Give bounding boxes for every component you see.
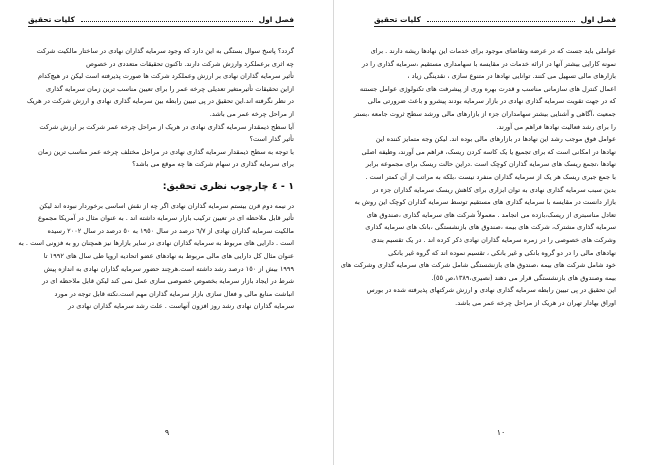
body-line: برای سرمایه گذاری در سهام شرکت ها چه موقع می باشد؟ xyxy=(132,160,294,169)
body-line: تأثیر سرمایه گذاران نهادی بر ارزش وعملکرد شرکت ها صورت پذیرفته است لیکن در هیچ‌کدام xyxy=(37,72,294,81)
body-line: آیا سطح ذیمقدار سرمایه گذاری نهادی در هریک از مراحل چرخه عمر شرکت بر ارزش شرکت xyxy=(39,122,294,131)
body-line: گردد؟ پاسخ سوال بستگی به این دارد که وجود سرمایه گذاران نهادی در ساختار مالکیت شرکت xyxy=(36,47,294,55)
body-line: اعمال کنترل های سازمانی مناسب و قدرت بهره وری از پیشرفت های تکنولوژی عوامل جستنه xyxy=(359,84,616,93)
body-line: در نظر نگرفته اند.این تحقیق در پی تبیین رابطه بین سرمایه گذاری نهادی و ارزش شرکت در هریک xyxy=(26,97,294,106)
body-line: تأثیر گذار است؟ xyxy=(249,135,294,144)
body-line: تعادل مناسبتری از ریسک،بازده می انجامد . معمولاً شرکت های سرمایه گذاری ،صندوق های xyxy=(366,210,616,219)
body-line: بدین سبب سرمایه گذاری نهادی به توان ابزاری برای کاهش ریسک سرمایه گذاران جزء در xyxy=(372,185,616,194)
body-line: جمعیت ،آگاهی و آشنایی بیشتر سهامداران جزء از بازارهای مالی ورشد سطح ثروت جامعه ،بستر xyxy=(353,109,616,118)
body-line: مالکیت سرمایه گذاران نهادی از ٦/٧ درصد در سال ١٩٥٠ به ٥٠ درصد در سال ٢٠٠٢ رسیده xyxy=(47,226,294,235)
page-right xyxy=(334,0,668,465)
page-header xyxy=(374,10,616,24)
section-heading: ١ - ٤ چارچوب نظری تحقیق: xyxy=(162,180,294,192)
body-line: نهادها در امکانی است که برای تجمیع یا یک کاسه کردن ریسک، فراهم می آورند، وظیفه اصلی xyxy=(361,147,616,156)
body-line: سرمایه گذاری مشترک، شرکت های بیمه ،صندوق های بازنشستگی ،بانک های سرمایه گذاری xyxy=(365,223,616,232)
chapter-label: فصل اول xyxy=(258,15,294,24)
page-body xyxy=(340,45,616,309)
body-line: که در جهت تقویت سرمایه گذاری نهادی در بازار سرمایه بودند پیشرو و باعث ضرورتی مالی xyxy=(367,97,616,106)
body-line: نهادها ،تجمع ریسک های سرمایه گذاران کوچک است .دراین حالت ریسک برای مجموعه برابر xyxy=(365,160,616,169)
body-line: شرط در ایجاد بازار سرمایه بخصوص خصوصی سازی عمل نمی کند لیکن قابل ملاحظه ای در xyxy=(42,277,294,286)
page-number: ٩ xyxy=(164,428,170,437)
page-body xyxy=(18,45,294,313)
page-header xyxy=(28,10,294,24)
page-number: ١٠ xyxy=(496,428,506,437)
body-line: این تحقیق در پی تبیین رابطه سرمایه گذاری نهادی و ارزش شرکتهای پذیرفته شده در بورس xyxy=(366,286,616,295)
body-line: با جمع جبری ریسک هر یک از سرمایه گذاران منفرد نیست ،بلکه به مراتب از آن کمتر است . xyxy=(365,172,616,181)
body-line: نهادهای مالی را در دو گروه بانکی و غیر بانکی ، تقسیم نموده اند که گروه غیر بانکی xyxy=(388,248,616,257)
body-line: انباشت منابع مالی و فعال سازی بازار سرمایه گذاران مهم است.نکته قابل توجه در مورد xyxy=(54,289,294,298)
body-line: ١٩٩٩ بیش از ١٥٠ درصد رشد داشته است.هرچند حضور سرمایه گذاران نهادی به اندازه پیش xyxy=(43,264,294,273)
body-line: با توجه به سطح ذیمقدار سرمایه گذاری نهادی در مراحل مختلف چرخه عمر مناسب ترین زمان xyxy=(37,147,294,156)
body-line: عنوان مثال کل دارایی های مالی مربوط به نهادهای عضو اتحادیه اروپا طی سال های ١٩٩٢ تا xyxy=(43,251,294,260)
section-label: کلیات تحقیق xyxy=(28,15,75,24)
header-dots xyxy=(81,20,253,22)
body-line: تأثیر قابل ملاحظه ای در تعیین ترکیب بازار سرمایه داشته اند . به عنوان مثال در آمریکا مجموع xyxy=(37,214,294,223)
header-rule xyxy=(28,26,294,27)
body-line: عواملی باید جست که در عرضه وتقاضای موجود برای خدمات این نهادها ریشه دارند . برای xyxy=(370,47,616,55)
body-line: از مراحل چرخه عمر می باشد. xyxy=(209,109,294,118)
body-line: بیمه وصندوق های بازنشستگی قرار می دهند (نصیری،١٣٨٩،ص ٥٥). xyxy=(431,273,616,282)
body-line: عوامل فوق موجب رشد این نهادها در بازارهای مالی بوده اند. لیکن وجه متمایز کننده این xyxy=(375,135,616,144)
body-line: خود شامل شرکت های بیمه ،صندوق های بازنشستگی شامل شرکت های سرمایه گذاری وشرکت های xyxy=(340,261,616,270)
section-label: کلیات تحقیق xyxy=(374,15,421,24)
body-line: سرمایه گذاران نهادی رشد روز افزون آنهاست . علت رشد سرمایه گذاران نهادی در xyxy=(67,302,294,311)
body-line: وشرکت های خصوصی را در زمره سرمایه گذاران نهادی ذکر کرده اند . در یک تقسیم بندی xyxy=(371,235,616,244)
body-line: ازاین تحقیقات تأثیرمتغیر تعدیلی چرخه عمر را برای تعیین مناسب ترین زمان سرمایه گذاری xyxy=(45,84,294,93)
chapter-label: فصل اول xyxy=(580,15,616,24)
header-rule xyxy=(374,26,616,27)
body-line: نمونه کارایی بیشتر آنها در ارائه خدمات در مقایسه با سهامداری مستقیم ،سرمایه گذاری را در xyxy=(361,59,616,68)
body-line: اوراق بهادار تهران در هریک از مراحل چرخه عمر می باشد. xyxy=(455,298,616,307)
body-line: در نیمه دوم قرن بیستم سرمایه گذاران نهادی اگر چه از نقش اساسی برخوردار نبوده اند لیکن xyxy=(39,201,294,210)
body-line: بازار دانست در مقایسه با سرمایه گذاری های مستقیم توسط سرمایه گذاران کوچک این روش به xyxy=(354,198,616,207)
body-line: است . دارایی های مربوط به سرمایه گذاران نهادی در سایر بازارها نیز همچنان رو به فزونی است . به xyxy=(18,239,294,248)
body-line: بازارهای مالی تسهیل می کنند. توانایی نهادها در متنوع سازی ، نقدینگی زیاد ، xyxy=(407,72,616,81)
body-line: را برای رشد فعالیت نهادها فراهم می آورند. xyxy=(496,122,616,131)
body-line: چه اثری برعملکرد وارزش شرکت دارند. تاکنون تحقیقات متعددی در خصوص xyxy=(86,59,294,68)
header-dots xyxy=(427,20,575,22)
